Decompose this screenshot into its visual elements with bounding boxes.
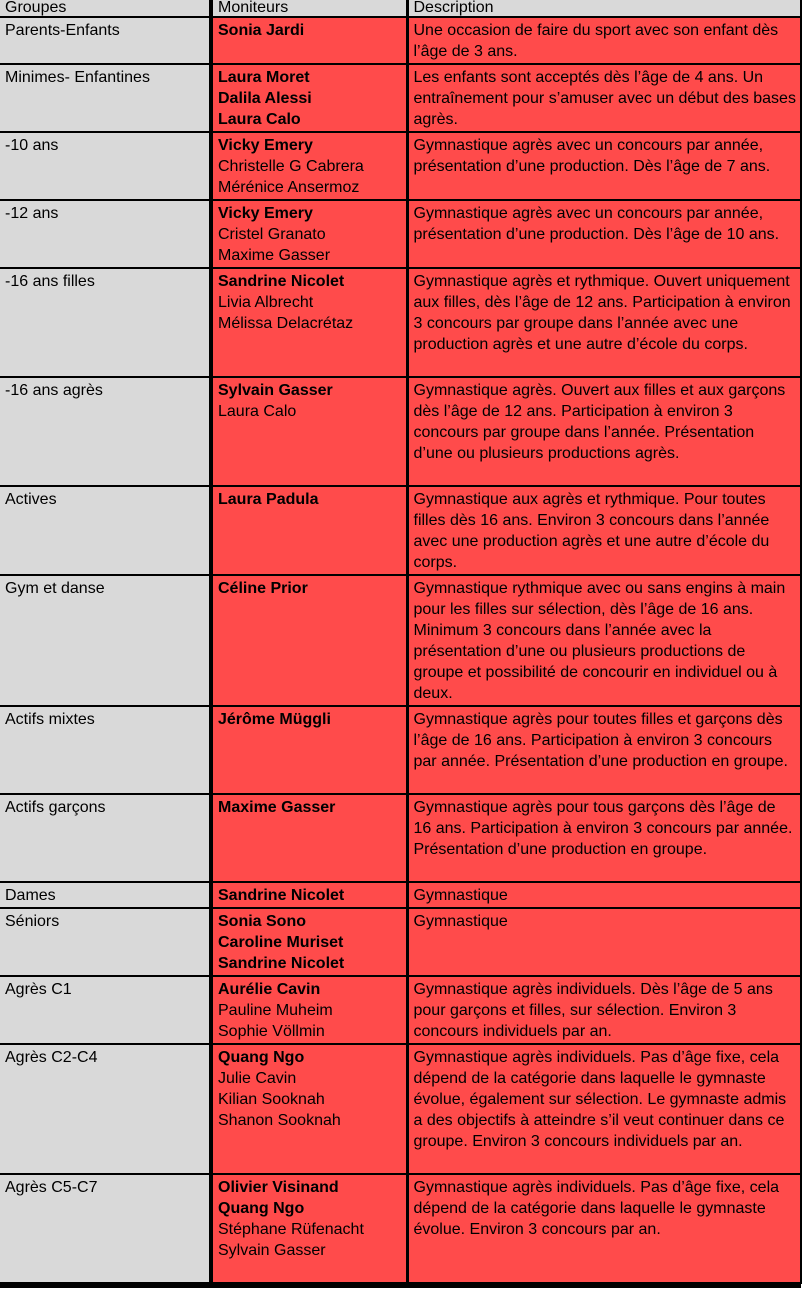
moniteurs-cell bbox=[211, 268, 407, 377]
moniteur: Mélissa Delacrétaz bbox=[218, 315, 354, 332]
group-name: Agrès C1 bbox=[0, 976, 211, 1044]
moniteur: Laura Calo bbox=[218, 403, 297, 420]
moniteur: Christelle G Cabrera bbox=[218, 158, 364, 175]
moniteur-lead: Aurélie Cavin bbox=[218, 981, 321, 998]
description-cell: Gymnastique agrès individuels. Pas d’âge fixe, cela dépend de la catégorie dans laquelle le gymnaste évolue, également sur sélection. Le gymnaste admis a des objectifs à atteindre s’il veut continuer dans ce groupe. Environ 3 concours individuels par an. bbox=[407, 1044, 801, 1174]
moniteur-lead: Quang Ngo bbox=[218, 1049, 305, 1066]
table-row bbox=[0, 706, 801, 794]
group-name: Agrès C2-C4 bbox=[0, 1044, 211, 1174]
description-cell: Gymnastique agrès pour toutes filles et garçons dès l’âge de 16 ans. Participation à environ 3 concours par année. Présentation d’une production en groupe. bbox=[407, 706, 801, 794]
group-name: Agrès C5-C7 bbox=[0, 1174, 211, 1283]
table-row bbox=[0, 268, 801, 377]
moniteur-lead: Laura Padula bbox=[218, 491, 319, 508]
moniteur: Kilian Sooknah bbox=[218, 1091, 325, 1108]
description-cell: Une occasion de faire du sport avec son enfant dès l’âge de 3 ans. bbox=[407, 17, 801, 64]
moniteurs-cell bbox=[211, 64, 407, 132]
moniteur: Pauline Muheim bbox=[218, 1002, 333, 1019]
moniteur-lead: Maxime Gasser bbox=[218, 799, 336, 816]
moniteur-lead: Sandrine Nicolet bbox=[218, 273, 345, 290]
description-cell: Les enfants sont acceptés dès l’âge de 4 ans. Un entraînement pour s’amuser avec un début des bases agrès. bbox=[407, 64, 801, 132]
moniteurs-cell bbox=[211, 794, 407, 882]
description-cell: Gymnastique agrès et rythmique. Ouvert uniquement aux filles, dès l’âge de 12 ans. Participation à environ 3 concours par groupe dans l’année avec une production agrès et une autre d’école du corps. bbox=[407, 268, 801, 377]
table-row bbox=[0, 1174, 801, 1283]
description-cell: Gymnastique agrès individuels. Dès l’âge de 5 ans pour garçons et filles, sur sélection. Environ 3 concours individuels par an. bbox=[407, 976, 801, 1044]
moniteur-lead: Laura Moret bbox=[218, 69, 310, 86]
table-row bbox=[0, 794, 801, 882]
header-description: Description bbox=[407, 0, 801, 17]
moniteurs-cell bbox=[211, 976, 407, 1044]
table-body bbox=[0, 17, 801, 1283]
group-name: Gym et danse bbox=[0, 575, 211, 706]
moniteurs-cell bbox=[211, 17, 407, 64]
moniteurs-cell bbox=[211, 132, 407, 200]
moniteur-lead: Jérôme Müggli bbox=[218, 711, 331, 728]
moniteurs-cell bbox=[211, 200, 407, 268]
moniteur-lead: Vicky Emery bbox=[218, 137, 313, 154]
table-row bbox=[0, 908, 801, 976]
moniteurs-cell bbox=[211, 1044, 407, 1174]
description-cell: Gymnastique rythmique avec ou sans engins à main pour les filles sur sélection, dès l’âge de 16 ans. Minimum 3 concours dans l’année avec la présentation d’une ou plusieurs productions de groupe et possibilité de concourir en individuel ou à deux. bbox=[407, 575, 801, 706]
group-name: Actifs mixtes bbox=[0, 706, 211, 794]
moniteur: Stéphane Rüfenacht bbox=[218, 1221, 364, 1238]
moniteur-lead: Sandrine Nicolet bbox=[218, 887, 345, 904]
description-cell: Gymnastique bbox=[407, 908, 801, 976]
description-cell: Gymnastique agrès avec un concours par année, présentation d’une production. Dès l’âge de 7 ans. bbox=[407, 132, 801, 200]
description-cell: Gymnastique bbox=[407, 882, 801, 908]
header-row bbox=[0, 0, 801, 17]
moniteur-lead: Quang Ngo bbox=[218, 1200, 305, 1217]
table-row bbox=[0, 64, 801, 132]
table-row bbox=[0, 200, 801, 268]
moniteur-lead: Sonia Jardi bbox=[218, 22, 305, 39]
moniteurs-cell bbox=[211, 575, 407, 706]
table-bottom-border bbox=[0, 1284, 801, 1288]
group-name: -16 ans agrès bbox=[0, 377, 211, 486]
table-row bbox=[0, 132, 801, 200]
moniteur-lead: Sandrine Nicolet bbox=[218, 955, 345, 972]
group-name: Dames bbox=[0, 882, 211, 908]
description-cell: Gymnastique agrès. Ouvert aux filles et aux garçons dès l’âge de 12 ans. Participation à environ 3 concours par groupe dans l’année. Présentation d’une ou plusieurs productions agrès. bbox=[407, 377, 801, 486]
description-cell: Gymnastique agrès pour tous garçons dès l’âge de 16 ans. Participation à environ 3 concours par année. Présentation d’une production en groupe. bbox=[407, 794, 801, 882]
moniteur-lead: Olivier Visinand bbox=[218, 1179, 339, 1196]
moniteurs-cell bbox=[211, 486, 407, 575]
moniteur-lead: Vicky Emery bbox=[218, 205, 313, 222]
group-name: -10 ans bbox=[0, 132, 211, 200]
moniteur-lead: Céline Prior bbox=[218, 580, 308, 597]
description-cell: Gymnastique agrès individuels. Pas d’âge fixe, cela dépend de la catégorie dans laquelle le gymnaste évolue. Environ 3 concours par an. bbox=[407, 1174, 801, 1283]
moniteurs-cell bbox=[211, 908, 407, 976]
description-cell: Gymnastique agrès avec un concours par année, présentation d’une production. Dès l’âge de 10 ans. bbox=[407, 200, 801, 268]
moniteur: Maxime Gasser bbox=[218, 247, 331, 264]
moniteur-lead: Laura Calo bbox=[218, 111, 301, 128]
group-name: Actives bbox=[0, 486, 211, 575]
moniteur: Mérénice Ansermoz bbox=[218, 179, 360, 196]
moniteur: Cristel Granato bbox=[218, 226, 326, 243]
header-moniteurs: Moniteurs bbox=[211, 0, 407, 17]
moniteur-lead: Dalila Alessi bbox=[218, 90, 312, 107]
description-cell: Gymnastique aux agrès et rythmique. Pour toutes filles dès 16 ans. Environ 3 concours dans l’année avec une production agrès et une autre d’école du corps. bbox=[407, 486, 801, 575]
moniteurs-cell bbox=[211, 377, 407, 486]
group-name: Parents-Enfants bbox=[0, 17, 211, 64]
moniteur: Shanon Sooknah bbox=[218, 1112, 341, 1129]
table-row bbox=[0, 377, 801, 486]
moniteurs-cell bbox=[211, 1174, 407, 1283]
moniteur: Julie Cavin bbox=[218, 1070, 297, 1087]
moniteur: Sophie Völlmin bbox=[218, 1023, 325, 1040]
group-name: -16 ans filles bbox=[0, 268, 211, 377]
header-groupes: Groupes bbox=[0, 0, 211, 17]
table-row bbox=[0, 17, 801, 64]
moniteur-lead: Sylvain Gasser bbox=[218, 382, 333, 399]
group-name: -12 ans bbox=[0, 200, 211, 268]
table-row bbox=[0, 486, 801, 575]
table-row bbox=[0, 882, 801, 908]
table-row bbox=[0, 575, 801, 706]
moniteurs-cell bbox=[211, 706, 407, 794]
group-name: Séniors bbox=[0, 908, 211, 976]
table-row bbox=[0, 1044, 801, 1174]
moniteur: Sylvain Gasser bbox=[218, 1242, 326, 1259]
group-name: Actifs garçons bbox=[0, 794, 211, 882]
moniteur-lead: Caroline Muriset bbox=[218, 934, 344, 951]
moniteur-lead: Sonia Sono bbox=[218, 913, 306, 930]
table-row bbox=[0, 976, 801, 1044]
moniteur: Livia Albrecht bbox=[218, 294, 314, 311]
group-name: Minimes- Enfantines bbox=[0, 64, 211, 132]
moniteurs-cell bbox=[211, 882, 407, 908]
